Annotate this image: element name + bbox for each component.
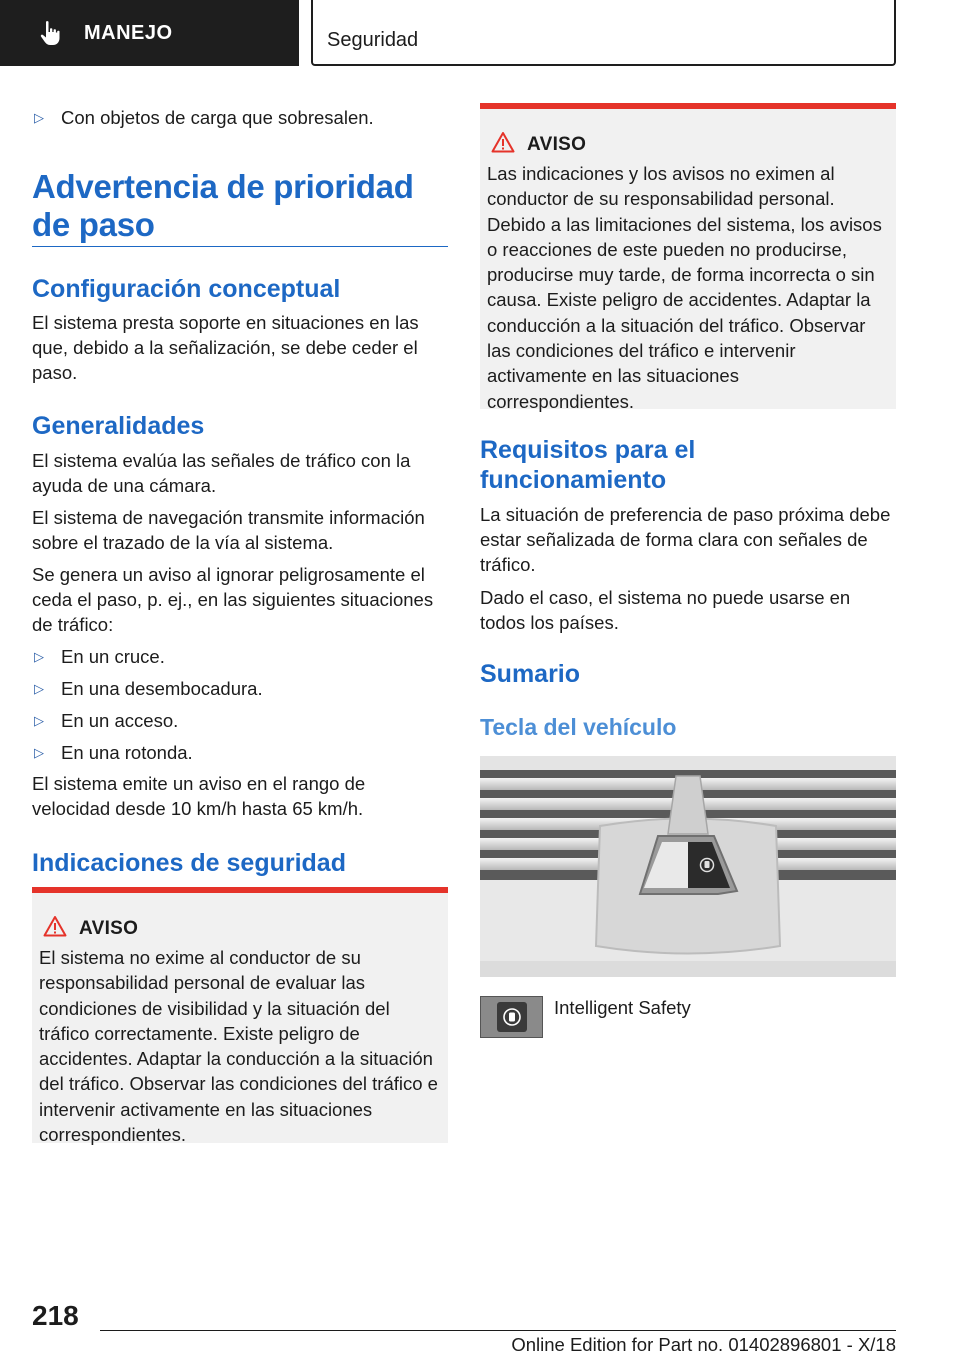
triangle-bullet-icon: ▷ xyxy=(34,713,44,728)
warning-triangle-icon xyxy=(491,131,515,158)
intelligent-safety-button-icon xyxy=(480,996,543,1038)
topic-label: Seguridad xyxy=(327,29,419,51)
requirements-text-1: La situación de preferencia de paso próxima debe estar señalizada de forma clara con señales de tráfico. xyxy=(480,504,891,575)
triangle-bullet-icon: ▷ xyxy=(34,110,44,125)
warning-text: El sistema no exime al conductor de su responsabilidad personal de evaluar las condiciones de visibilidad y la situación del tráfico correctamente. Existe peligro de accidentes. Adaptar la conducción a la situación del tráfico. Observar las condiciones del tráfico e intervenir activamente en las situaciones correspondientes. xyxy=(39,947,438,1146)
topic-tab xyxy=(311,0,896,66)
general-text-1: El sistema evalúa las señales de tráfico con la ayuda de una cámara. xyxy=(32,450,411,496)
warning-box xyxy=(32,887,448,1146)
warning-triangle-icon xyxy=(43,915,67,942)
warning-title: AVISO xyxy=(527,133,587,155)
list-item: ▷ En un acceso. xyxy=(34,710,179,731)
button-caption: Intelligent Safety xyxy=(554,997,691,1018)
edition-text: Online Edition for Part no. 01402896801 - X/18 xyxy=(511,1334,896,1355)
warning-box xyxy=(480,103,896,412)
vehicle-button-photo xyxy=(480,756,896,977)
heading-concept: Configuración conceptual xyxy=(32,275,341,303)
warning-title: AVISO xyxy=(79,917,139,939)
requirements-text-2: Dado el caso, el sistema no puede usarse en todos los países. xyxy=(480,587,851,633)
footer-rule xyxy=(100,1330,896,1331)
chapter-tab xyxy=(0,0,299,66)
title-rule xyxy=(32,246,448,247)
triangle-bullet-icon: ▷ xyxy=(34,649,44,664)
list-item: ▷ En un cruce. xyxy=(34,646,165,667)
warning-text: Las indicaciones y los avisos no eximen al conductor de su responsabilidad personal. Debido a las limitaciones del sistema, los avisos o reacciones de este pueden no producirse, producirse muy tarde, de forma incorrecta o sin causa. Existe peligro de accidentes. Adaptar la conducción a la situación del tráfico. Observar las condiciones del tráfico e intervenir activamente en las situaciones correspondientes. xyxy=(487,163,882,412)
heading-summary: Sumario xyxy=(480,660,581,688)
page-number: 218 xyxy=(32,1300,79,1331)
heading-requirements: Requisitos para el funcionamiento xyxy=(480,436,696,494)
speed-range-text: El sistema emite un aviso en el rango de velocidad desde 10 km/h hasta 65 km/h. xyxy=(32,773,366,819)
hand-icon xyxy=(40,20,66,46)
subheading-vehicle-button: Tecla del vehículo xyxy=(480,714,677,740)
list-item: ▷ En una desembocadura. xyxy=(34,678,263,699)
triangle-bullet-icon: ▷ xyxy=(34,681,44,696)
heading-safety: Indicaciones de seguridad xyxy=(32,849,346,877)
concept-text: El sistema presta soporte en situaciones en las que, debido a la señalización, se debe ceder el paso. xyxy=(32,312,419,383)
section-title: Advertencia de prioridad de paso xyxy=(32,168,414,243)
list-item: ▷ Con objetos de carga que sobresalen. xyxy=(34,107,374,128)
heading-general: Generalidades xyxy=(32,412,205,440)
general-text-2: El sistema de navegación transmite información sobre el trazado de la vía al sistema. xyxy=(32,507,425,553)
general-text-3: Se genera un aviso al ignorar peligrosamente el ceda el paso, p. ej., en las siguientes situaciones de tráfico: xyxy=(32,564,434,635)
triangle-bullet-icon: ▷ xyxy=(34,745,44,760)
list-item: ▷ En una rotonda. xyxy=(34,742,193,763)
chapter-label: MANEJO xyxy=(84,21,173,44)
